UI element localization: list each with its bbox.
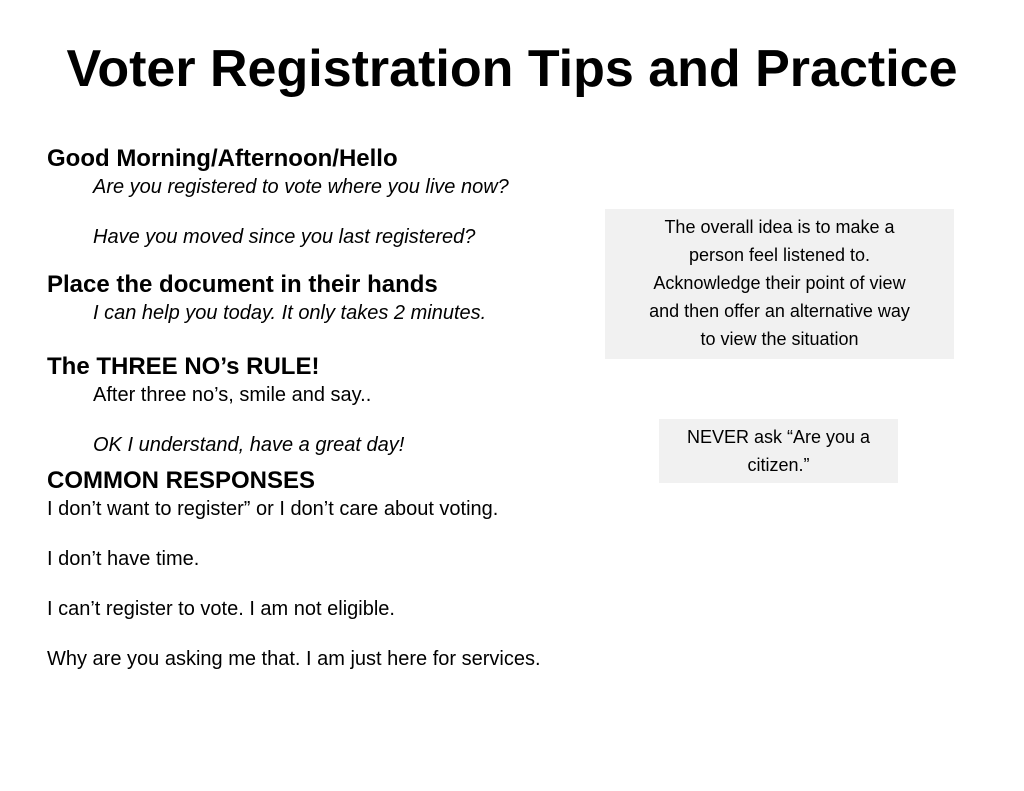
common-responses-section <box>47 466 617 672</box>
three-nos-closing: OK I understand, have a great day! <box>93 434 405 456</box>
citizen-warning-line: NEVER ask “Are you a <box>686 427 871 447</box>
document-section <box>47 270 617 326</box>
listening-tip-line: Acknowledge their point of view <box>653 273 906 293</box>
greeting-heading: Good Morning/Afternoon/Hello <box>47 145 398 172</box>
response-no-time: I don’t have time. <box>47 548 200 570</box>
listening-tip-line: The overall idea is to make a <box>664 217 895 237</box>
greeting-question-registered: Are you registered to vote where you live now? <box>93 176 509 198</box>
citizen-warning-line: citizen.” <box>747 455 810 475</box>
listening-tip-callout <box>605 209 954 359</box>
document-heading: Place the document in their hands <box>47 271 438 298</box>
listening-tip-line: person feel listened to. <box>688 245 871 265</box>
three-nos-section <box>47 352 617 458</box>
citizen-warning-callout <box>659 419 898 483</box>
common-responses-heading: COMMON RESPONSES <box>47 467 316 494</box>
page-title: Voter Registration Tips and Practice <box>66 40 958 98</box>
greeting-section <box>47 144 617 250</box>
response-dont-want-register: I don’t want to register” or I don’t care about voting. <box>47 498 499 520</box>
response-not-eligible: I can’t register to vote. I am not eligible. <box>47 598 395 620</box>
three-nos-instruction: After three no’s, smile and say.. <box>93 384 372 406</box>
listening-tip-line: to view the situation <box>700 329 859 349</box>
response-why-asking: Why are you asking me that. I am just here for services. <box>47 648 541 670</box>
three-nos-heading: The THREE NO’s RULE! <box>47 353 320 380</box>
main-content <box>47 144 617 672</box>
document-offer-line: I can help you today. It only takes 2 minutes. <box>93 302 487 324</box>
greeting-question-moved: Have you moved since you last registered? <box>93 226 476 248</box>
listening-tip-line: and then offer an alternative way <box>649 301 910 321</box>
